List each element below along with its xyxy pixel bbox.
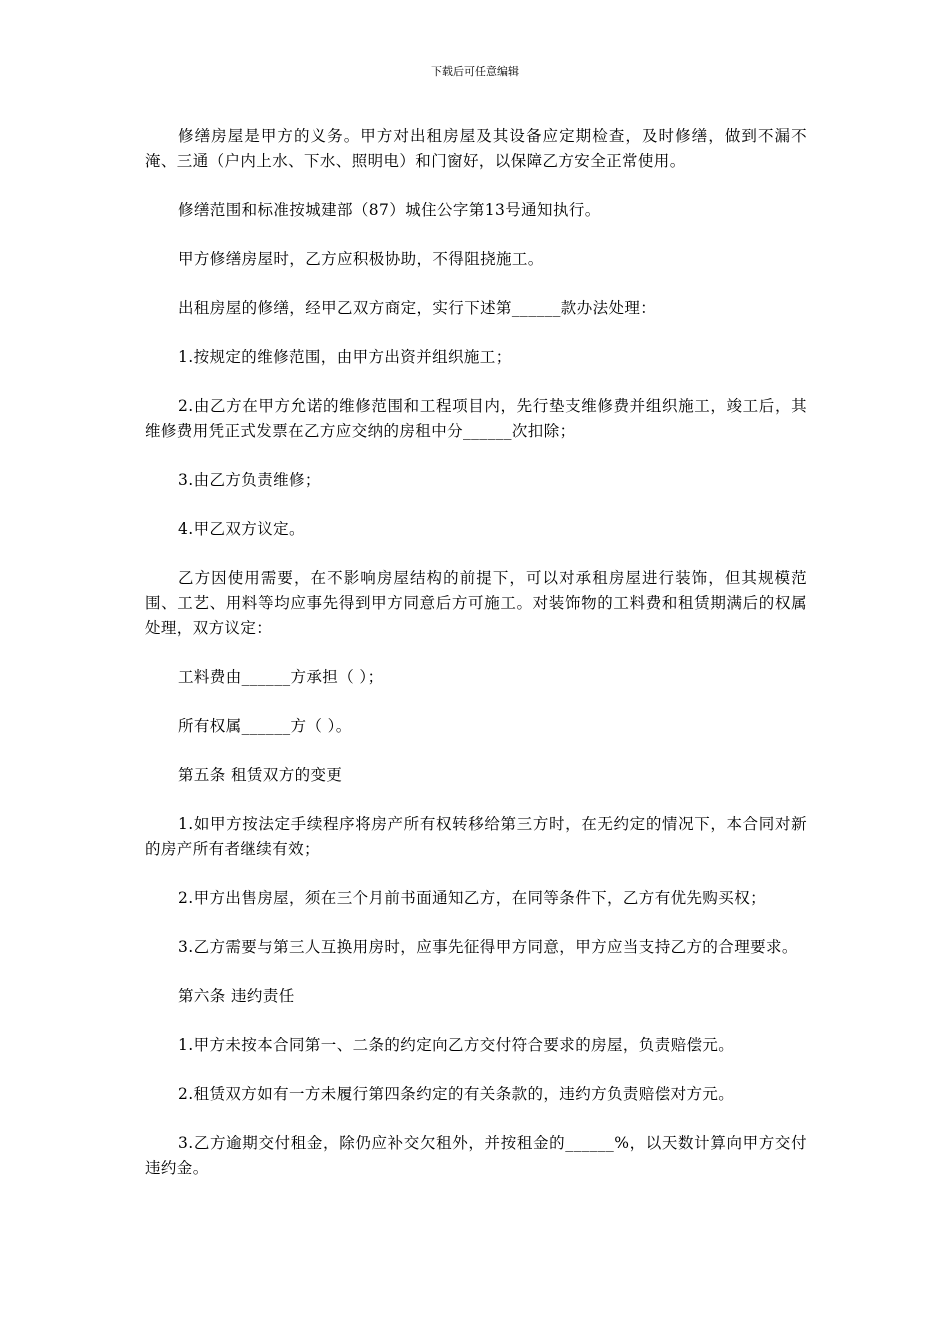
section-heading-article-6: 第六条 违约责任 <box>178 987 295 1005</box>
paragraph-method-2: 2.由乙方在甲方允诺的维修范围和工程项目内，先行垫支维修费并组织施工，竣工后，其维修费用凭正式发票在乙方应交纳的房租中分______次扣除； <box>145 397 807 440</box>
paragraph-ownership: 所有权属______方（ ）。 <box>178 717 352 735</box>
paragraph-liability-3: 3.乙方逾期交付租金，除仍应补交欠租外，并按租金的______%，以天数计算向甲方交付违约金。 <box>145 1134 807 1177</box>
paragraph-repair-obligation: 修缮房屋是甲方的义务。甲方对出租房屋及其设备应定期检查，及时修缮，做到不漏不淹、三通（户内上水、下水、照明电）和门窗好，以保障乙方安全正常使用。 <box>145 127 807 170</box>
document-body <box>145 124 807 1205</box>
paragraph-method-1: 1.按规定的维修范围，由甲方出资并组织施工； <box>178 348 512 366</box>
page-header: 下载后可任意编辑 <box>431 65 519 78</box>
paragraph-material-cost: 工料费由______方承担（ ）； <box>178 668 384 686</box>
paragraph-repair-cooperation: 甲方修缮房屋时，乙方应积极协助，不得阻挠施工。 <box>178 250 544 268</box>
paragraph-repair-scope: 修缮范围和标准按城建部（87）城住公字第13号通知执行。 <box>178 201 601 219</box>
section-heading-article-5: 第五条 租赁双方的变更 <box>178 766 343 784</box>
paragraph-change-3: 3.乙方需要与第三人互换用房时，应事先征得甲方同意，甲方应当支持乙方的合理要求。 <box>178 938 798 956</box>
paragraph-repair-method: 出租房屋的修缮，经甲乙双方商定，实行下述第______款办法处理： <box>178 299 657 317</box>
paragraph-method-4: 4.甲乙双方议定。 <box>178 520 305 538</box>
paragraph-liability-2: 2.租赁双方如有一方未履行第四条约定的有关条款的，违约方负责赔偿对方元。 <box>178 1085 735 1103</box>
paragraph-liability-1: 1.甲方未按本合同第一、二条的约定向乙方交付符合要求的房屋，负责赔偿元。 <box>178 1036 735 1054</box>
paragraph-method-3: 3.由乙方负责维修； <box>178 471 321 489</box>
paragraph-change-2: 2.甲方出售房屋，须在三个月前书面通知乙方，在同等条件下，乙方有优先购买权； <box>178 889 766 907</box>
paragraph-change-1: 1.如甲方按法定手续程序将房产所有权转移给第三方时，在无约定的情况下，本合同对新的房产所有者继续有效； <box>145 815 807 858</box>
paragraph-decoration: 乙方因使用需要，在不影响房屋结构的前提下，可以对承租房屋进行装饰，但其规模范围、工艺、用料等均应事先得到甲方同意后方可施工。对装饰物的工料费和租赁期满后的权属处理，双方议定： <box>145 569 807 637</box>
